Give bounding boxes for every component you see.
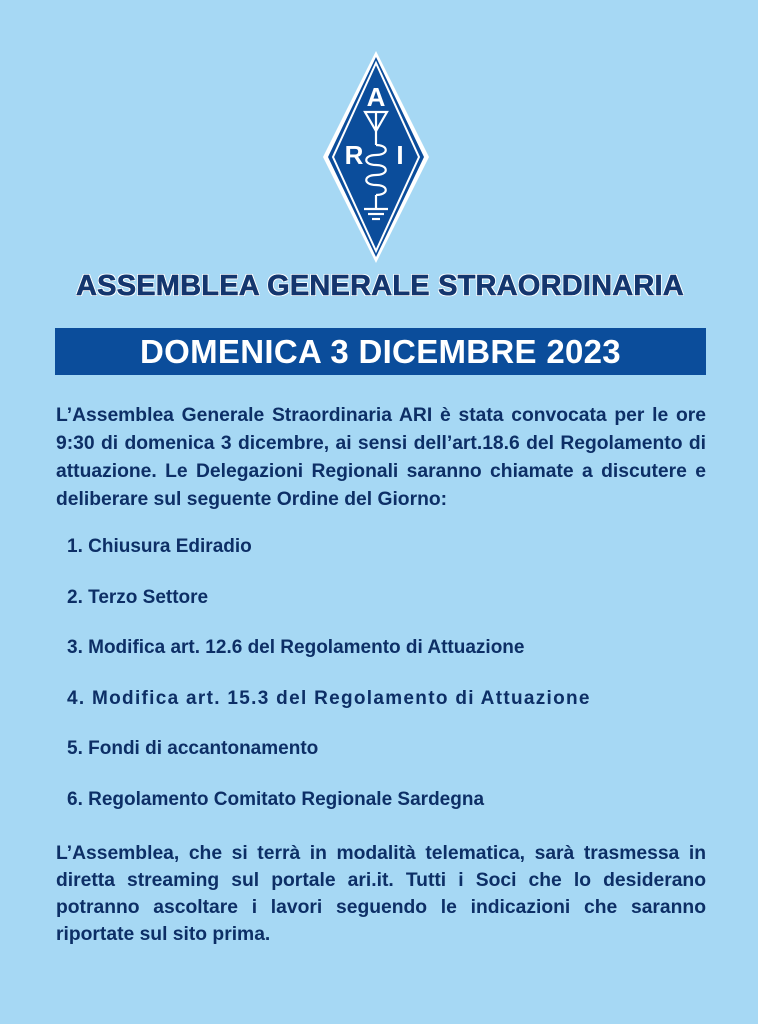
date-banner: DOMENICA 3 DICEMBRE 2023	[55, 328, 706, 375]
agenda-list	[67, 533, 591, 836]
agenda-item: 1. Chiusura Ediradio	[67, 536, 252, 557]
assembly-title: ASSEMBLEA GENERALE STRAORDINARIA	[76, 270, 684, 302]
logo-letter-r: R	[344, 140, 364, 170]
ari-logo-icon	[321, 49, 431, 265]
intro-paragraph: L’Assemblea Generale Straordinaria ARI è stata convocata per le ore 9:30 di domenica 3 dicembre, ai sensi dell’art.18.6 del Regolamento di attuazione. Le Delegazioni Regionali saranno chiamate a discutere e deliberare sul seguente Ordine del Giorno:	[56, 405, 706, 510]
agenda-item: 5. Fondi di accantonamento	[67, 738, 319, 759]
closing-paragraph: L’Assemblea, che si terrà in modalità telematica, sarà trasmessa in diretta streaming sul portale ari.it. Tutti i Soci che lo desiderano potranno ascoltare i lavori seguendo le indicazioni che saranno riportate sul sito prima.	[56, 843, 706, 945]
agenda-item: 4. Modifica art. 15.3 del Regolamento di Attuazione	[67, 687, 591, 709]
agenda-item: 6. Regolamento Comitato Regionale Sardegna	[67, 788, 485, 810]
logo-letter-i: I	[396, 140, 404, 170]
logo-letter-a: A	[366, 82, 386, 112]
agenda-item: 2. Terzo Settore	[67, 586, 209, 608]
agenda-item: 3. Modifica art. 12.6 del Regolamento di Attuazione	[67, 637, 525, 658]
